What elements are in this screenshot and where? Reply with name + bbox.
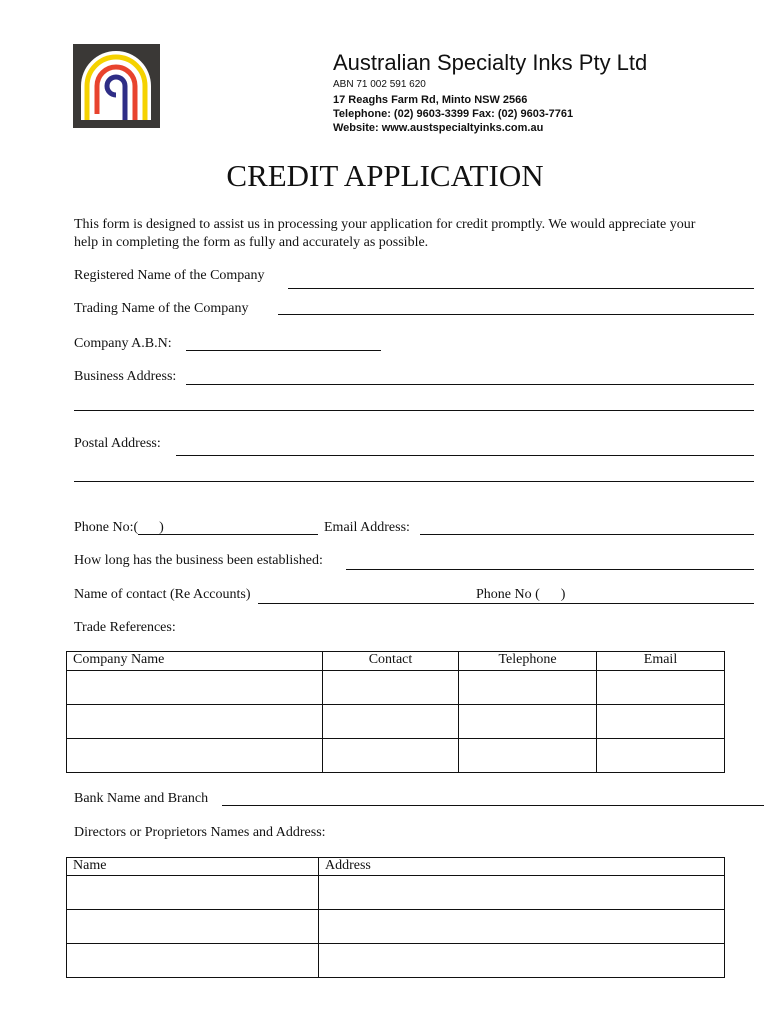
phone-field[interactable] bbox=[138, 534, 318, 535]
table-row bbox=[67, 944, 725, 978]
abn-field[interactable] bbox=[186, 350, 381, 351]
directors-table bbox=[66, 857, 725, 978]
header-telephone: Telephone bbox=[459, 652, 597, 671]
trade-references-label: Trade References: bbox=[74, 620, 176, 635]
directors-label: Directors or Proprietors Names and Address: bbox=[74, 825, 326, 840]
cell[interactable] bbox=[323, 671, 459, 705]
cell[interactable] bbox=[67, 671, 323, 705]
company-phone-fax: Telephone: (02) 9603-3399 Fax: (02) 9603-7761 bbox=[333, 108, 574, 120]
header-name: Name bbox=[67, 858, 319, 876]
phone-label: Phone No:( ) bbox=[74, 520, 164, 535]
company-name: Australian Specialty Inks Pty Ltd bbox=[333, 50, 648, 75]
established-field[interactable] bbox=[346, 569, 754, 570]
contact-name-field[interactable] bbox=[258, 603, 754, 604]
intro-text: This form is designed to assist us in processing your application for credit promptly. We would appreciate your help in completing the form as fully and accurately as possible. bbox=[74, 217, 696, 250]
bank-label: Bank Name and Branch bbox=[74, 791, 209, 806]
cell[interactable] bbox=[597, 671, 725, 705]
registered-name-field[interactable] bbox=[288, 288, 754, 289]
cell[interactable] bbox=[459, 739, 597, 773]
page-title: CREDIT APPLICATION bbox=[226, 158, 544, 193]
header-company-name: Company Name bbox=[67, 652, 323, 671]
email-label: Email Address: bbox=[324, 520, 410, 535]
cell[interactable] bbox=[67, 739, 323, 773]
postal-address-field[interactable] bbox=[176, 455, 754, 456]
contact-name-label: Name of contact (Re Accounts) bbox=[74, 587, 251, 602]
bank-field[interactable] bbox=[222, 805, 764, 806]
header-contact: Contact bbox=[323, 652, 459, 671]
company-abn: ABN 71 002 591 620 bbox=[333, 79, 426, 90]
business-address-field[interactable] bbox=[186, 384, 754, 385]
cell[interactable] bbox=[67, 910, 319, 944]
established-label: How long has the business been established: bbox=[74, 553, 323, 568]
cell[interactable] bbox=[597, 705, 725, 739]
email-field[interactable] bbox=[420, 534, 754, 535]
cell[interactable] bbox=[67, 944, 319, 978]
business-address-field-2[interactable] bbox=[74, 410, 754, 411]
registered-name-label: Registered Name of the Company bbox=[74, 268, 265, 283]
table-header-row bbox=[67, 652, 725, 671]
header-email: Email bbox=[597, 652, 725, 671]
abn-label: Company A.B.N: bbox=[74, 336, 172, 351]
table-row bbox=[67, 739, 725, 773]
trade-references-table bbox=[66, 651, 725, 773]
company-website: Website: www.austspecialtyinks.com.au bbox=[333, 122, 544, 134]
trading-name-field[interactable] bbox=[278, 314, 754, 315]
cell[interactable] bbox=[597, 739, 725, 773]
cell[interactable] bbox=[67, 705, 323, 739]
trading-name-label: Trading Name of the Company bbox=[74, 301, 249, 316]
header-address: Address bbox=[319, 858, 725, 876]
cell[interactable] bbox=[319, 944, 725, 978]
table-row bbox=[67, 671, 725, 705]
table-row bbox=[67, 876, 725, 910]
cell[interactable] bbox=[323, 705, 459, 739]
cell[interactable] bbox=[459, 671, 597, 705]
table-header-row bbox=[67, 858, 725, 876]
company-address: 17 Reaghs Farm Rd, Minto NSW 2566 bbox=[333, 94, 528, 106]
table-row bbox=[67, 705, 725, 739]
business-address-label: Business Address: bbox=[74, 369, 177, 384]
cell[interactable] bbox=[319, 910, 725, 944]
company-logo bbox=[73, 44, 160, 128]
cell[interactable] bbox=[323, 739, 459, 773]
contact-phone-label: Phone No ( ) bbox=[476, 587, 566, 602]
postal-address-field-2[interactable] bbox=[74, 481, 754, 482]
table-row bbox=[67, 910, 725, 944]
cell[interactable] bbox=[459, 705, 597, 739]
cell[interactable] bbox=[67, 876, 319, 910]
postal-address-label: Postal Address: bbox=[74, 436, 161, 451]
cell[interactable] bbox=[319, 876, 725, 910]
